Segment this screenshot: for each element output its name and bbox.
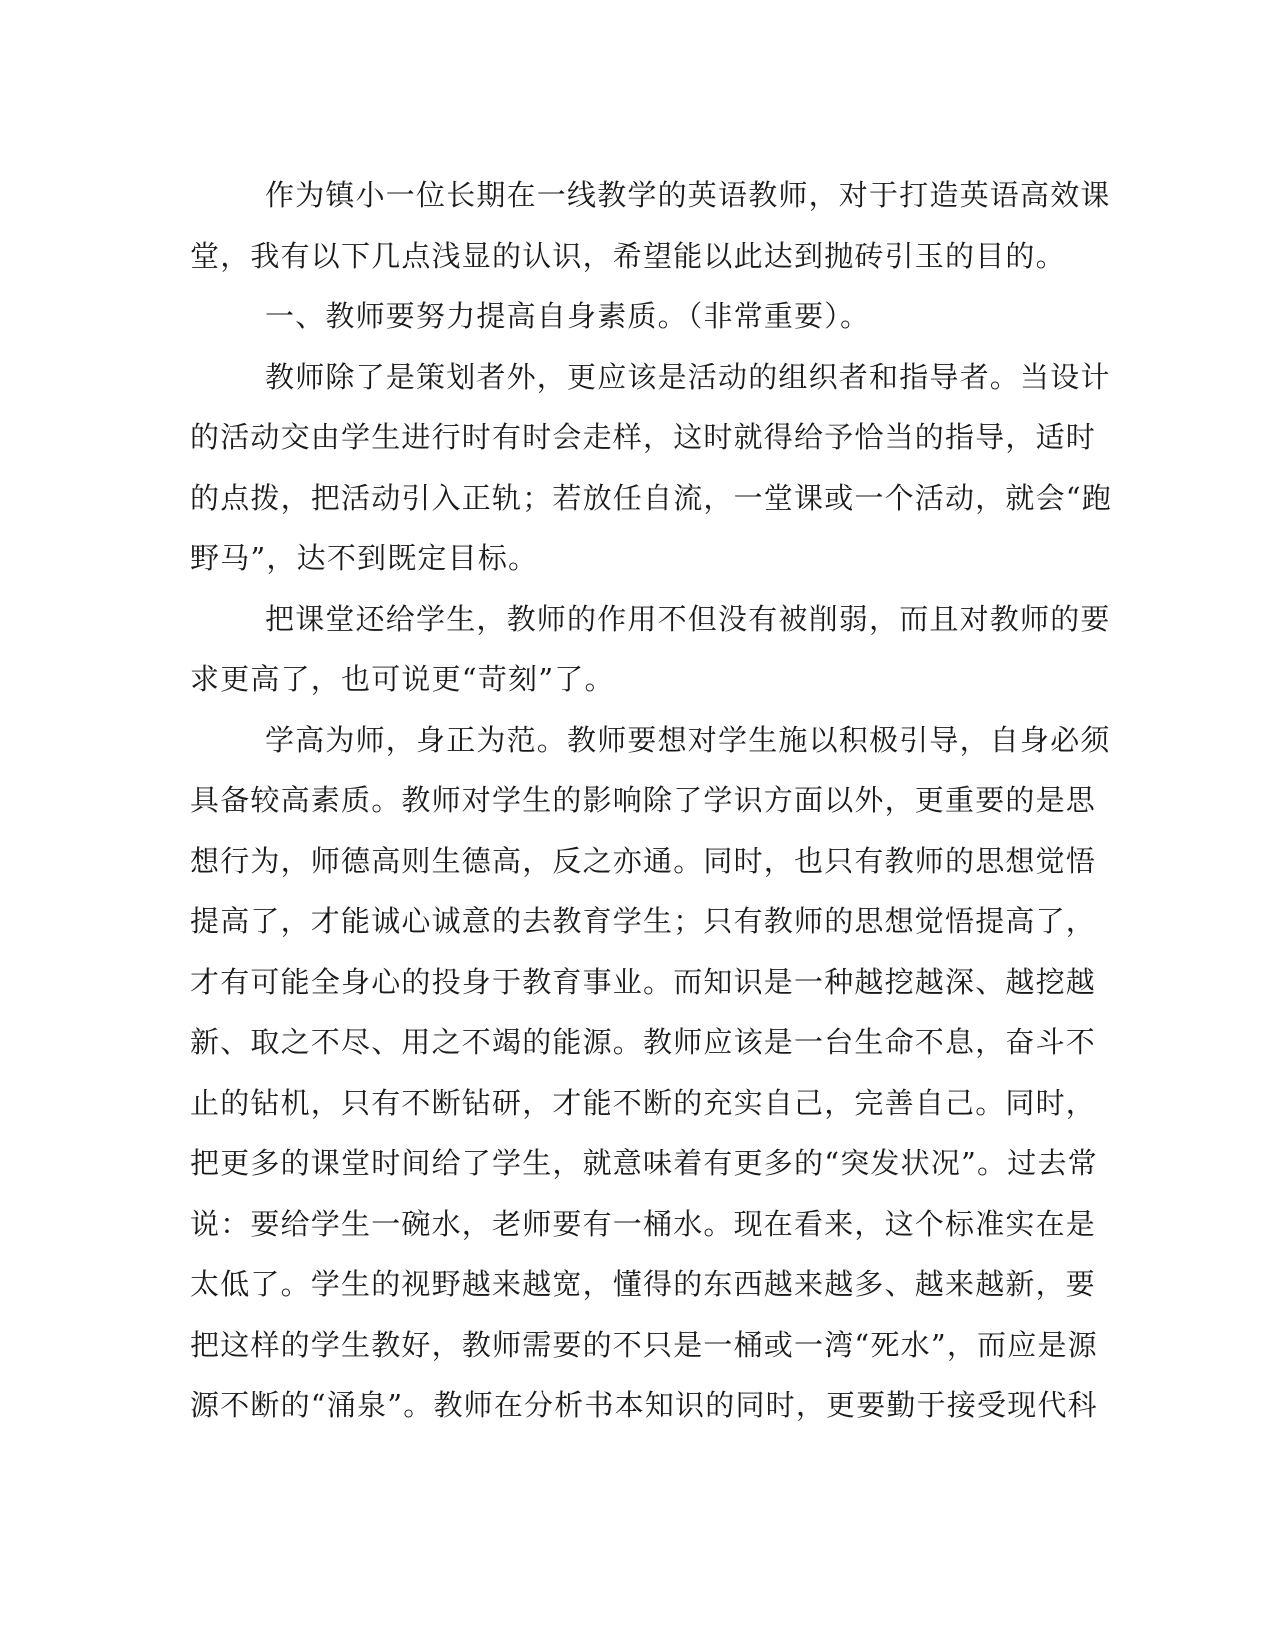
- text-line: 作为镇小一位长期在一线教学的英语教师，对于打造英语高效课: [265, 178, 1111, 212]
- section-heading: 一、教师要努力提高自身素质。（非常重要）。: [265, 299, 871, 333]
- text-line: 新、取之不尽、用之不竭的能源。教师应该是一台生命不息，奋斗不: [190, 1025, 1097, 1059]
- text-line: 的活动交由学生进行时有时会走样，这时就得给予恰当的指导，适时: [190, 420, 1097, 454]
- text-line: 想行为，师德高则生德高，反之亦通。同时，也只有教师的思想觉悟: [190, 843, 1097, 878]
- text-line: 学高为师，身正为范。教师要想对学生施以积极引导，自身必须: [265, 722, 1111, 757]
- text-line: 堂，我有以下几点浅显的认识，希望能以此达到抛砖引玉的目的。: [190, 238, 1066, 273]
- text-line: 源不断的“涌泉”。教师在分析书本知识的同时，更要勤于接受现代科: [190, 1388, 1098, 1422]
- text-line: 说：要给学生一碗水，老师要有一桶水。现在看来，这个标准实在是: [190, 1206, 1097, 1241]
- text-line: 求更高了，也可说更“苛刻”了。: [190, 662, 615, 696]
- text-line: 把这样的学生教好，教师需要的不只是一桶或一湾“死水”，而应是源: [190, 1327, 1098, 1362]
- text-line: 太低了。学生的视野越来越宽，懂得的东西越来越多、越来越新，要: [190, 1267, 1097, 1301]
- text-line: 教师除了是策划者外，更应该是活动的组织者和指导者。当设计: [265, 359, 1111, 394]
- text-line: 才有可能全身心的投身于教育事业。而知识是一种越挖越深、越挖越: [190, 964, 1097, 999]
- text-line: 具备较高素质。教师对学生的影响除了学识方面以外，更重要的是思: [190, 783, 1097, 817]
- text-line: 野马”，达不到既定目标。: [190, 541, 539, 575]
- text-line: 提高了，才能诚心诚意的去教育学生；只有教师的思想觉悟提高了，: [190, 904, 1097, 938]
- text-line: 把课堂还给学生，教师的作用不但没有被削弱，而且对教师的要: [265, 601, 1111, 636]
- text-line: 止的钻机，只有不断钻研，才能不断的充实自己，完善自己。同时，: [190, 1085, 1097, 1120]
- text-line: 的点拨，把活动引入正轨；若放任自流，一堂课或一个活动，就会“跑: [190, 480, 1113, 515]
- text-line: 把更多的课堂时间给了学生，就意味着有更多的“突发状况”。过去常: [190, 1146, 1098, 1180]
- document-body: [190, 165, 1113, 1436]
